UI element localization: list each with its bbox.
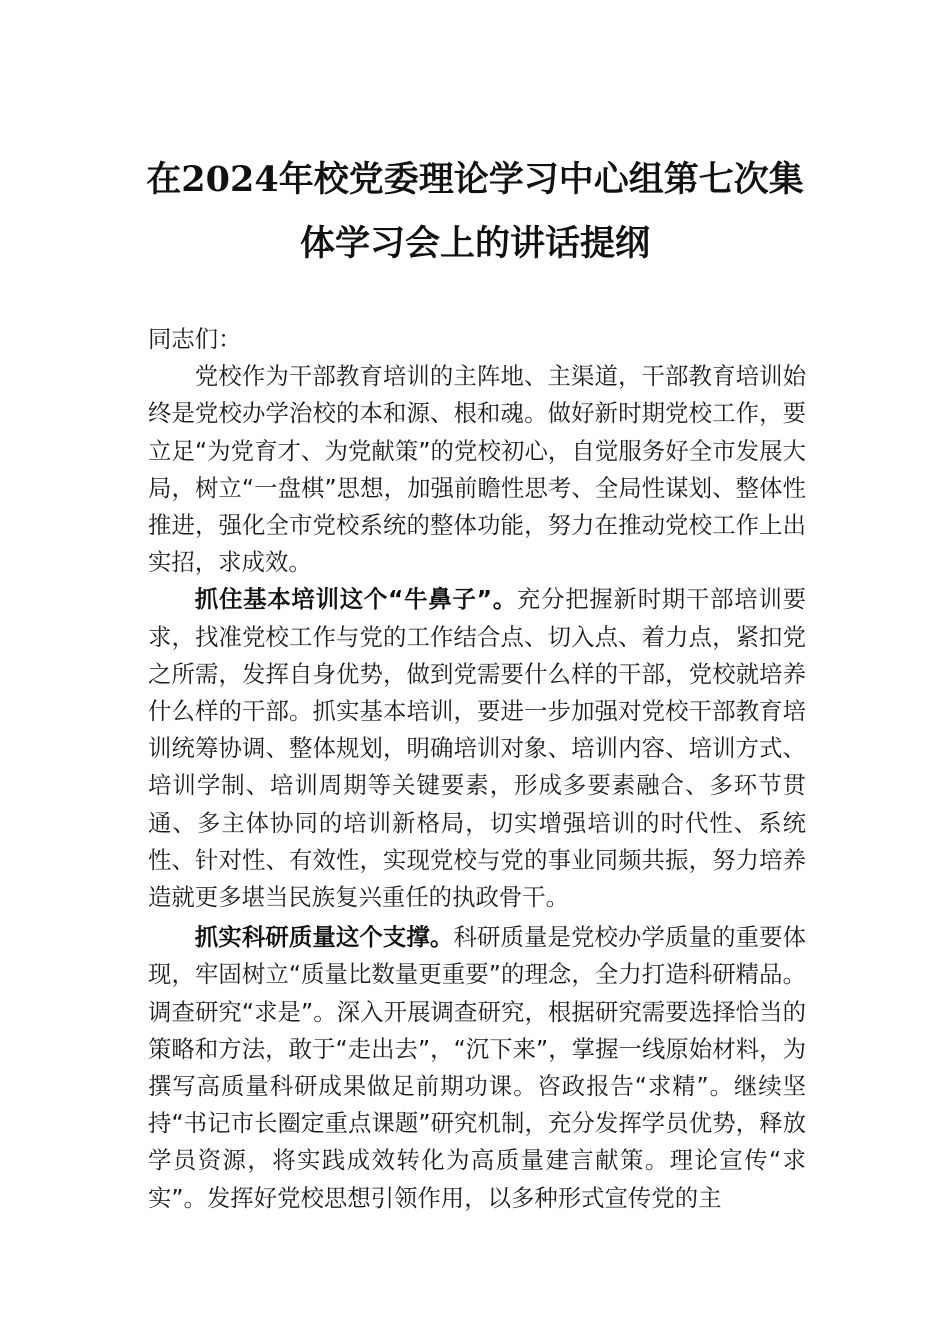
document-body [148, 321, 806, 1217]
paragraph-3-text: 科研质量是党校办学质量的重要体现，牢固树立“质量比数量更重要”的理念，全力打造科研精品。调查研究“求是”。深入开展调查研究，根据研究需要选择恰当的策略和方法，敢于“走出去”，“沉下来”，掌握一线原始材料，为撰写高质量科研成果做足前期功课。咨政报告“求精”。继续坚持“书记市长圈定重点课题”研究机制，充分发挥学员优势，释放学员资源，将实践成效转化为高质量建言献策。理论宣传“求实”。发挥好党校思想引领作用，以多种形式宣传党的主 [148, 923, 807, 1212]
paragraph-1-text: 党校作为干部教育培训的主阵地、主渠道，干部教育培训始终是党校办学治校的本和源、根和魂。做好新时期党校工作，要立足“为党育才、为党献策”的党校初心，自觉服务好全市发展大局，树立“一盘棋”思想，加强前瞻性思考、全局性谋划、整体性推进，强化全市党校系统的整体功能，努力在推动党校工作上出实招，求成效。 [148, 362, 806, 577]
body-paragraph-1 [148, 358, 806, 581]
title-line-1: 在2024年校党委理论学习中心组第七次集 [146, 159, 804, 200]
paragraph-2-text: 充分把握新时期干部培训要求，找准党校工作与党的工作结合点、切入点、着力点，紧扣党之所需，发挥自身优势，做到党需要什么样的干部，党校就培养什么样的干部。抓实基本培训，要进一步加强对党校干部教育培训统筹协调、整体规划，明确培训对象、培训内容、培训方式、培训学制、培训周期等关键要素，形成多要素融合、多环节贯通、多主体协同的培训新格局，切实增强培训的时代性、系统性、针对性、有效性，实现党校与党的事业同频共振，努力培养造就更多堪当民族复兴重任的执政骨干。 [148, 585, 807, 912]
document-title [140, 148, 810, 276]
salutation: 同志们： [148, 325, 242, 353]
paragraph-3-heading: 抓实科研质量这个支撑。 [194, 923, 454, 952]
title-line-2: 体学习会上的讲话提纲 [299, 223, 650, 264]
body-paragraph-3 [148, 919, 806, 1217]
body-paragraph-2 [148, 581, 806, 916]
paragraph-2-heading: 抓住基本培训这个“牛鼻子”。 [194, 585, 517, 614]
